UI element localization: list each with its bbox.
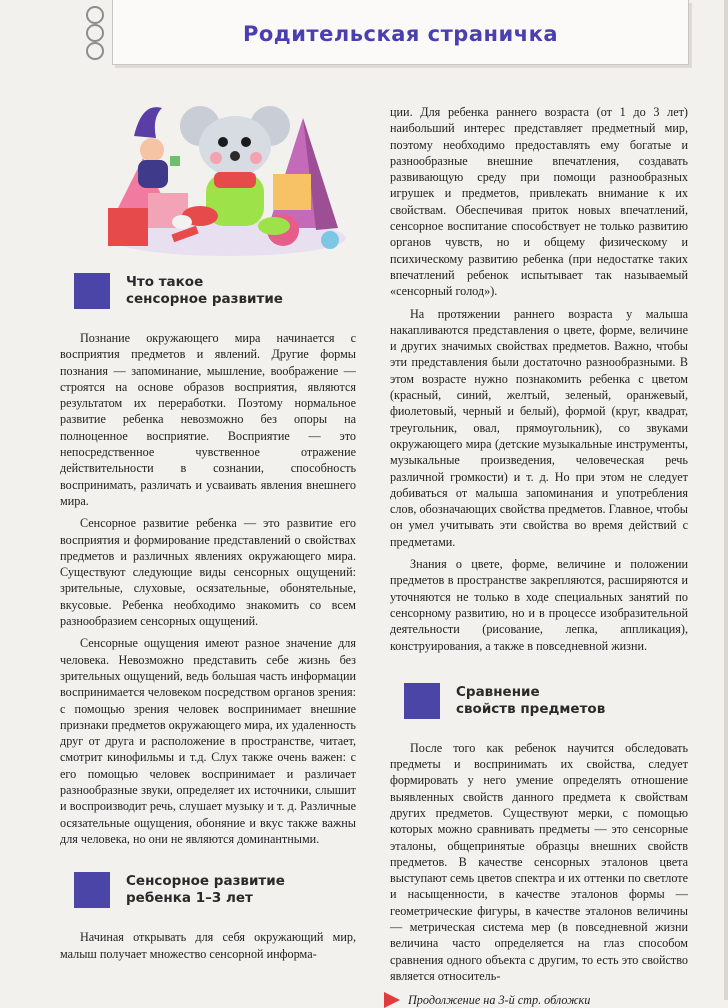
section-title-line: Сравнение <box>456 683 540 700</box>
paragraph: Сенсорные ощущения имеют разное значение для человека. Невозможно представить себе жизнь без зрительных ощущений, ведь большая часть информации воспринимается человеком посредством органов зрения: с помощью зрения человек воспринимает внешние признаки предметов окружающего мира, их удаленность друг от друга и расположение в пространстве, читает, смотрит кинофильмы и т.д. Слух также очень важен: с его помощью человек воспринимает и различает разнообразные звуки, определяет их источники, слышит и воспроизводит речь, слушает музыку и т. д. Различные осязательные ощущения, обоняние и вкус также важны для человека, но они не являются доминантными. <box>60 636 356 846</box>
mouse-shirt <box>214 172 256 188</box>
heading-square-icon <box>74 872 110 908</box>
section-heading <box>404 680 688 722</box>
mouse-foot <box>172 215 192 229</box>
gnome-hat <box>134 107 162 138</box>
left-column <box>60 270 356 968</box>
section-title-line: сенсорное развитие <box>126 291 283 307</box>
section-title-line: Сенсорное развитие <box>126 873 285 890</box>
section-title-line: свойств предметов <box>456 700 606 717</box>
section-heading <box>74 869 356 911</box>
page-title: Родительская страничка <box>242 22 559 46</box>
yellow-cube <box>273 174 311 210</box>
binder-ring <box>86 6 104 24</box>
mouse-illustration <box>98 98 350 258</box>
paragraph: После того как ребенок научится обследовать предметы и воспринимать их свойства, следует формировать у него умение определять отношение выявленных свойств данного предмета к свойствам других предметов. Существуют мерки, с помощью которых можно сравнивать предметы — это сенсорные эталоны, общепринятые образцы внешних свойств предметов. В качестве сенсорных эталонов цвета выступают семь цветов спектра и их оттенки по светлоте и насыщенности, в качестве эталонов формы — геометрические фигуры, в качестве эталонов величины — метрическая система мер (в повседневной жизни величина часто определяется на глаз способом сравнения одного объекта с другим, то есть это свойство является относитель- <box>390 740 688 983</box>
section-title-line: ребенка 1–3 лет <box>126 890 253 907</box>
paragraph: Начиная открывать для себя окружающий мир, малыш получает множество сенсорной информа- <box>60 930 356 961</box>
mouse-leg <box>258 217 290 235</box>
binder-ring <box>86 42 104 60</box>
gnome-face <box>140 138 164 162</box>
mouse-head <box>199 116 271 176</box>
heading-square-icon <box>74 273 110 309</box>
binder-ring <box>86 24 104 42</box>
mouse-eye-left <box>218 137 228 147</box>
right-column <box>390 104 688 1008</box>
mouse-cheek <box>250 152 262 164</box>
small-ball <box>321 231 339 249</box>
paragraph: Познание окружающего мира начинается с восприятия предметов и явлений. Другие формы познания — запоминание, мышление, воображение — строятся на основе образов восприятия, являются результатом их переработки. Поэтому нормальное развитие ребенка невозможно без опоры на полноценное восприятие. Восприятие — это непосредственное чувственное отражение действительности в сознании, способность воспринимать, различать и усваивать явления внешнего мира. <box>60 331 356 508</box>
continue-text: Продолжение на 3-й стр. обложки <box>408 992 591 1007</box>
gnome-body <box>138 160 168 188</box>
paragraph: ции. Для ребенка раннего возраста (от 1 до 3 лет) наибольший интерес представляет предметный мир, поэтому необходимо предоставлять ему богатые и разнообразные внешние впечатления, создавать развивающую среду при помощи разнообразных игрушек и предметов, привлекать внимание к их свойствам. Обеспечивая приток новых впечатлений, сенсорное воспитание способствует не только развитию органов чувств, но и общему физическому и психическому развитию ребенка (при недостатке таких впечатлений ребенок испытывает так называемый «сенсорный голод»). <box>390 105 688 299</box>
mouse-eye-right <box>241 137 251 147</box>
paragraph: На протяжении раннего возраста у малыша накапливаются представления о цвете, форме, величине и других значимых свойствах предметов. Важно, чтобы эти представления были достаточно разнообразными. В этом возрасте нужно познакомить ребенка с цветом (красный, синий, желтый, зеленый, оранжевый, фиолетовый, черный и белый), формой (круг, квадрат, треугольник, овал, прямоугольник), со звуками окружающего мира (детские музыкальные инструменты, музыкальные произведения, человеческая речь различной громкости) и т. д. Но при этом не следует добиваться от малыша запоминания и употребления слов, обозначающих свойства предметов. Главное, чтобы он умел учитывать эти свойства во время действий с предметами. <box>390 306 688 549</box>
page-edge <box>724 0 728 1000</box>
section-heading <box>74 270 356 312</box>
page-banner <box>112 0 689 65</box>
red-cube <box>108 208 148 246</box>
heading-square-icon <box>404 683 440 719</box>
paragraph: Знания о цвете, форме, величине и положении предметов в пространстве закрепляются, расширяются и уточняются не только в ходе специальных занятий по сенсорному развитию, но и в процессе изобразительной деятельности (рисование, лепка, аппликация), конструирования, а также в повседневной жизни. <box>390 557 688 653</box>
arrow-right-icon <box>384 992 400 1008</box>
mouse-nose <box>230 151 240 161</box>
continue-note <box>384 992 688 1008</box>
paragraph: Сенсорное развитие ребенка — это развитие его восприятия и формирование представлений о свойствах предметов и различных явлениях окружающего мира. Существуют следующие виды сенсорных ощущений: зрительные, слуховые, осязательные, обонятельные, вкусовые. Ребенка необходимо знакомить со всем разнообразием сенсорных ощущений. <box>60 516 356 629</box>
gnome-block <box>170 156 180 166</box>
section-title-line: Что такое <box>126 274 204 290</box>
mouse-cheek <box>210 152 222 164</box>
